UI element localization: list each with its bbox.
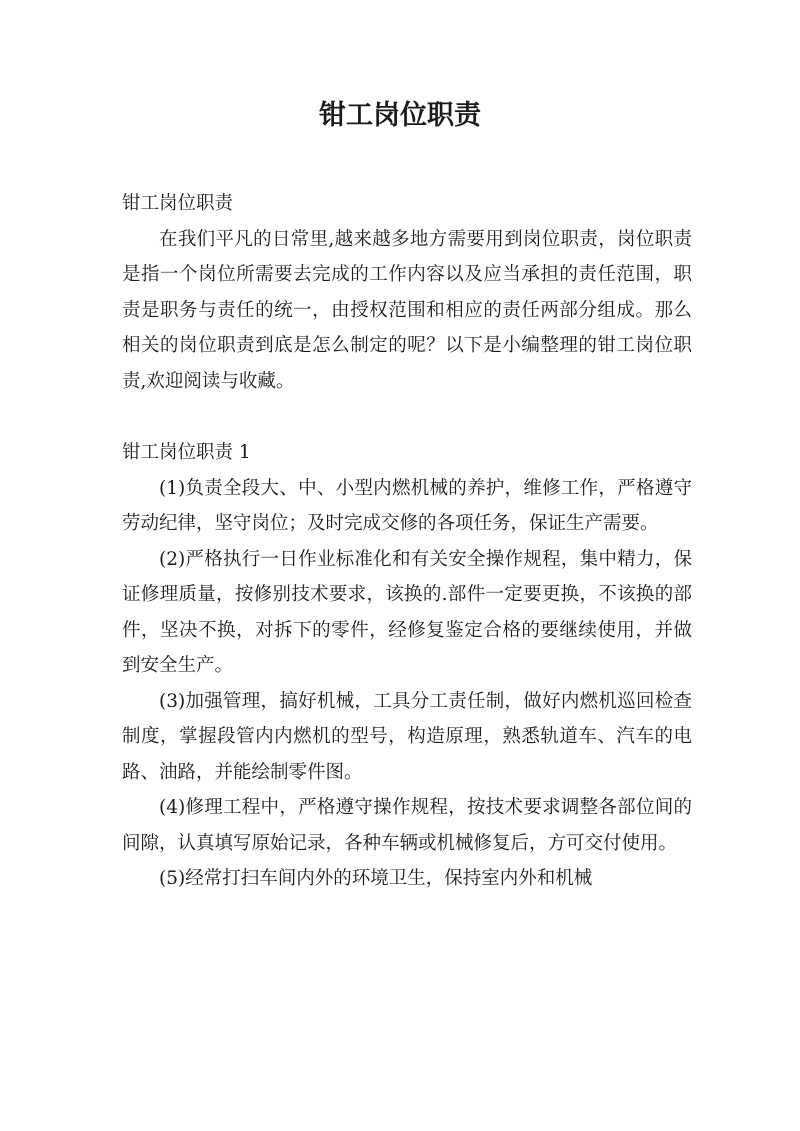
intro-heading: 钳工岗位职责 [122,193,234,214]
page-title: 钳工岗位职责 [319,100,481,131]
intro-paragraph: 在我们平凡的日常里,越来越多地方需要用到岗位职责，岗位职责是指一个岗位所需要去完成的工作内容以及应当承担的责任范围，职责是职务与责任的统一，由授权范围和相应的责任两部分组成。那么相关的岗位职责到底是怎么制定的呢？以下是小编整理的钳工岗位职责,欢迎阅读与收藏。 [122,228,692,392]
document-body [122,186,692,897]
duty-item-5: (5)经常打扫车间内外的环境卫生，保持室内外和机械 [159,868,593,889]
duty-item-4: (4)修理工程中，严格遵守操作规程，按技术要求调整各部位间的间隙，认真填写原始记录，各种车辆或机械修复后，方可交付使用。 [122,797,692,854]
section-spacer [122,399,692,435]
duty-item-3: (3)加强管理，搞好机械，工具分工责任制，做好内燃机巡回检查制度，掌握段管内内燃机的型号，构造原理，熟悉轨道车、汽车的电路、油路，并能绘制零件图。 [122,690,692,783]
section-heading: 钳工岗位职责 1 [122,442,251,463]
duty-item-1: (1)负责全段大、中、小型内燃机械的养护，维修工作，严格遵守劳动纪律，坚守岗位；及时完成交修的各项任务，保证生产需要。 [122,477,692,534]
duty-item-2: (2)严格执行一日作业标准化和有关安全操作规程，集中精力，保证修理质量，按修别技术要求，该换的.部件一定要更换，不该换的部件，坚决不换，对拆下的零件，经修复鉴定合格的要继续使用，并做到安全生产。 [122,548,692,676]
